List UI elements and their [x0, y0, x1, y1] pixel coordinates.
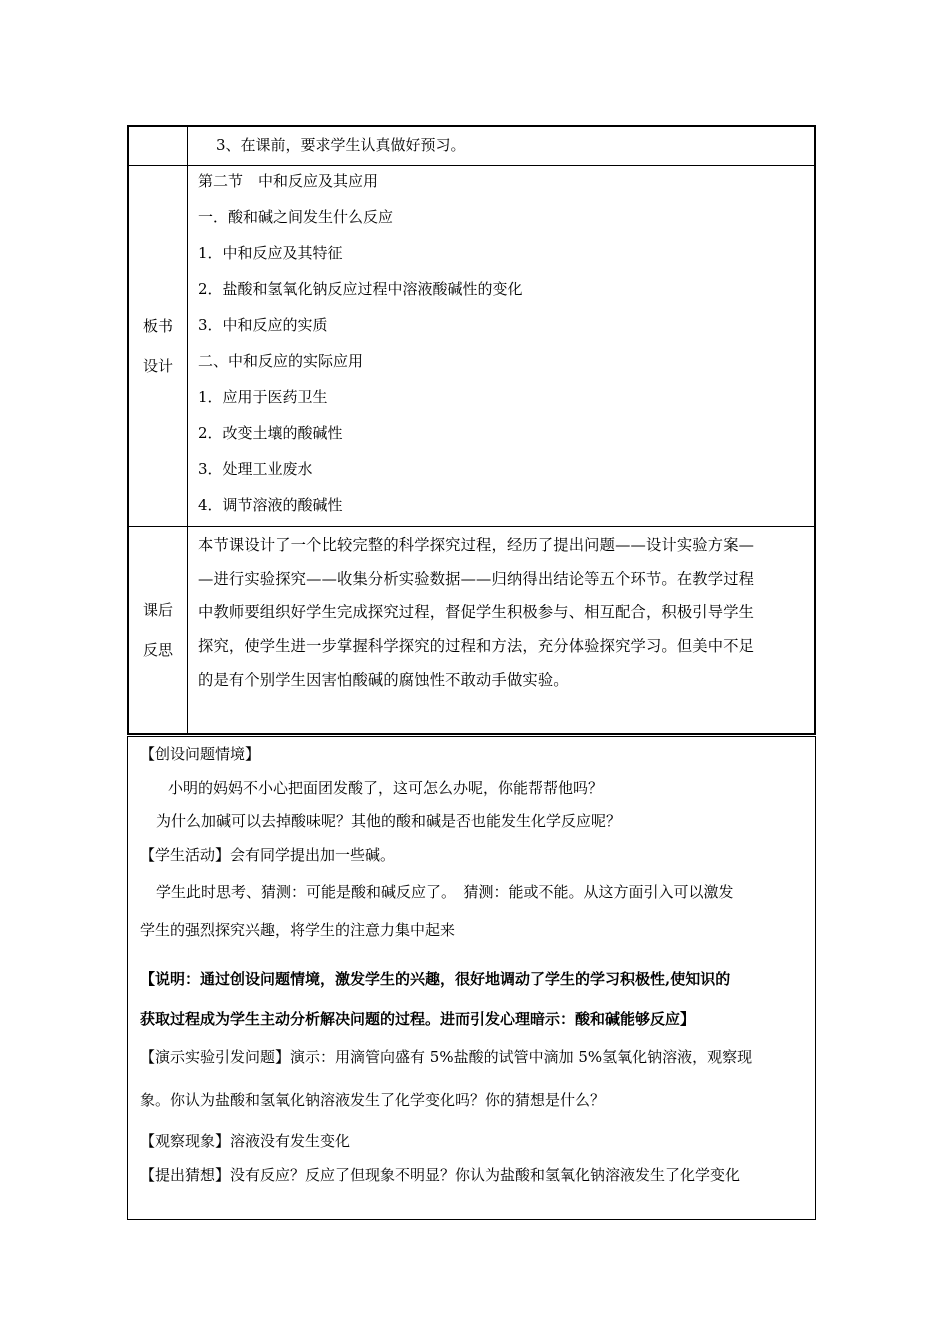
row-label-reflection	[129, 527, 188, 733]
hypothesis: 【提出猜想】没有反应？反应了但现象不明显？你认为盐酸和氢氧化钠溶液发生了化学变化	[140, 1166, 741, 1184]
lesson-plan-table	[127, 125, 816, 735]
reflection-content	[188, 527, 814, 733]
student-thinking-line: 学生的强烈探究兴趣，将学生的注意力集中起来	[140, 921, 456, 939]
note-line: 获取过程成为学生主动分析解决问题的过程。进而引发心理暗示：酸和碱能够反应】	[140, 1010, 696, 1028]
board-line: 一．酸和碱之间发生什么反应	[198, 208, 394, 226]
board-line: 第二节 中和反应及其应用	[198, 172, 379, 190]
board-line: 4．调节溶液的酸碱性	[198, 496, 343, 514]
reflection-line: 的是有个别学生因害怕酸碱的腐蚀性不敢动手做实验。	[198, 670, 569, 689]
board-line: 二、中和反应的实际应用	[198, 352, 364, 370]
scenario-heading: 【创设问题情境】	[140, 745, 261, 763]
reflection-line: 探究，使学生进一步掌握科学探究的过程和方法，充分体验探究学习。但美中不足	[198, 637, 755, 656]
board-line: 2．盐酸和氢氧化钠反应过程中溶液酸碱性的变化	[198, 280, 523, 298]
board-line: 1．中和反应及其特征	[198, 244, 343, 262]
table-row-reflection	[129, 526, 814, 733]
preparation-text: 3、在课前，要求学生认真做好预习。	[216, 136, 466, 154]
board-line: 3．处理工业废水	[198, 460, 313, 478]
demo-line: 【演示实验引发问题】演示：用滴管向盛有 5%盐酸的试管中滴加 5%氢氧化钠溶液，观察现	[140, 1048, 753, 1066]
student-activity: 【学生活动】会有同学提出加一些碱。	[140, 846, 396, 864]
board-line: 2．改变土壤的酸碱性	[198, 424, 343, 442]
table-row-board-design	[129, 165, 814, 526]
scenario-question: 为什么加碱可以去掉酸味呢？其他的酸和碱是否也能发生化学反应呢？	[156, 812, 622, 830]
board-line: 1．应用于医药卫生	[198, 388, 328, 406]
label-line: 设计	[142, 357, 173, 375]
table-row-preparation	[129, 127, 814, 165]
board-line: 3．中和反应的实质	[198, 316, 328, 334]
observation: 【观察现象】溶液没有发生变化	[140, 1132, 351, 1150]
reflection-line: —进行实验探究——收集分析实验数据——归纳得出结论等五个环节。在教学过程	[198, 569, 755, 588]
label-line: 板书	[142, 317, 173, 335]
label-line: 反思	[142, 641, 173, 659]
scenario-story: 小明的妈妈不小心把面团发酸了，这可怎么办呢，你能帮帮他吗？	[168, 779, 604, 797]
student-thinking-line: 学生此时思考、猜测：可能是酸和碱反应了。 猜测：能或不能。从这方面引入可以激发	[156, 883, 734, 901]
demo-line: 象。你认为盐酸和氢氧化钠溶液发生了化学变化吗？你的猜想是什么？	[140, 1091, 606, 1109]
scenario-box	[127, 736, 816, 1220]
note-line: 【说明：通过创设问题情境，激发学生的兴趣，很好地调动了学生的学习积极性,使知识的	[140, 970, 731, 988]
reflection-line: 本节课设计了一个比较完整的科学探究过程，经历了提出问题——设计实验方案—	[198, 536, 755, 554]
reflection-line: 中教师要组织好学生完成探究过程，督促学生积极参与、相互配合，积极引导学生	[198, 603, 755, 622]
row-label-board-design	[129, 166, 188, 526]
board-design-content	[188, 166, 814, 526]
label-line: 课后	[142, 601, 173, 619]
row-label-empty	[129, 127, 188, 165]
